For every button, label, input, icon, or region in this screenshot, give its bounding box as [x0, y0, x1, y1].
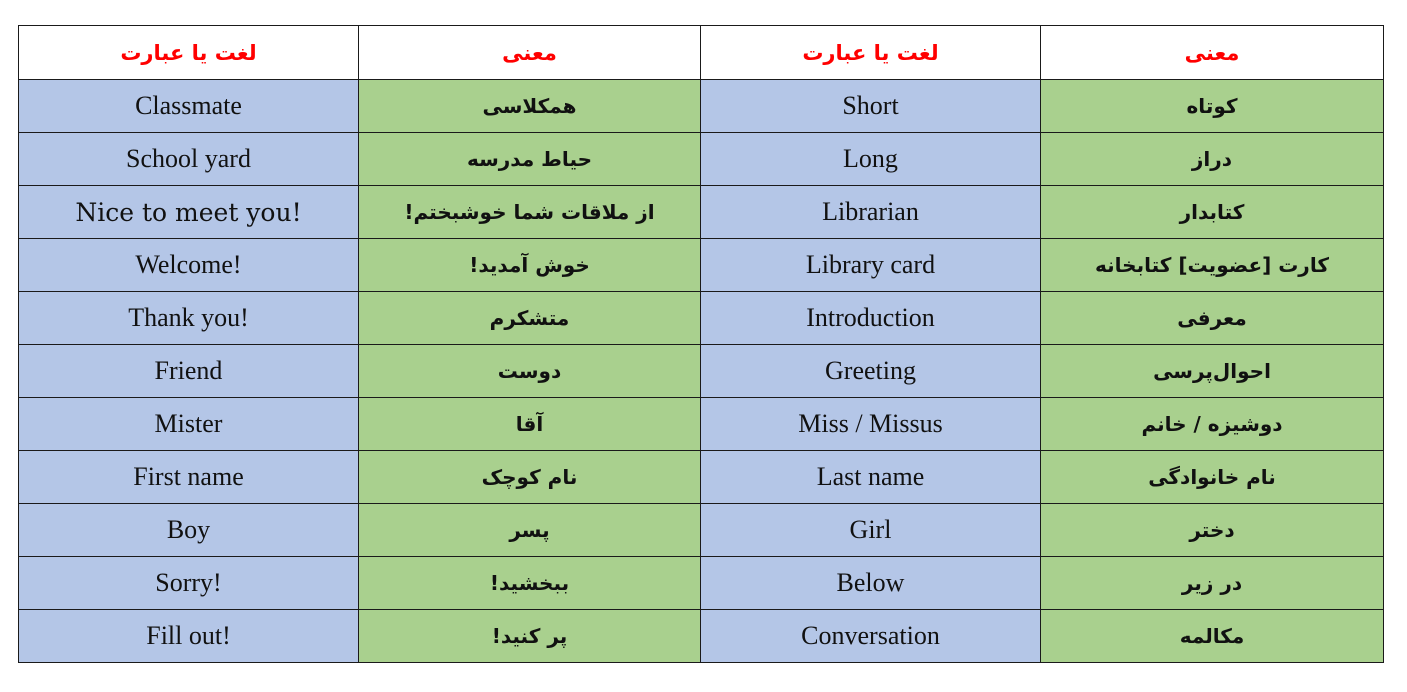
persian-meaning: معرفی	[1041, 292, 1384, 345]
header-row	[19, 26, 1384, 80]
english-term: Conversation	[701, 610, 1041, 663]
english-term: Long	[701, 133, 1041, 186]
table-row	[19, 292, 1384, 345]
persian-meaning: آقا	[359, 398, 701, 451]
english-term: Classmate	[19, 80, 359, 133]
table-row	[19, 239, 1384, 292]
english-term: Library card	[701, 239, 1041, 292]
english-term: Welcome!	[19, 239, 359, 292]
table-row	[19, 504, 1384, 557]
table-row	[19, 345, 1384, 398]
header-meaning-1: معنی	[359, 26, 701, 80]
english-term: Introduction	[701, 292, 1041, 345]
persian-meaning: نام خانوادگی	[1041, 451, 1384, 504]
persian-meaning: دوشیزه / خانم	[1041, 398, 1384, 451]
persian-meaning: حیاط مدرسه	[359, 133, 701, 186]
english-term: Mister	[19, 398, 359, 451]
persian-meaning: دوست	[359, 345, 701, 398]
vocabulary-table	[18, 25, 1384, 663]
table-row	[19, 133, 1384, 186]
persian-meaning: کوتاه	[1041, 80, 1384, 133]
header-word-or-phrase-1: لغت یا عبارت	[19, 26, 359, 80]
persian-meaning: خوش آمدید!	[359, 239, 701, 292]
table-row	[19, 80, 1384, 133]
english-term: Below	[701, 557, 1041, 610]
english-term: Librarian	[701, 186, 1041, 239]
header-meaning-2: معنی	[1041, 26, 1384, 80]
english-term: Short	[701, 80, 1041, 133]
english-term: Greeting	[701, 345, 1041, 398]
table-row	[19, 186, 1384, 239]
english-term: Thank you!	[19, 292, 359, 345]
table-row	[19, 610, 1384, 663]
table-row	[19, 451, 1384, 504]
english-term: Friend	[19, 345, 359, 398]
persian-meaning: در زیر	[1041, 557, 1384, 610]
english-term: First name	[19, 451, 359, 504]
persian-meaning: متشکرم	[359, 292, 701, 345]
table-row	[19, 557, 1384, 610]
english-term: Last name	[701, 451, 1041, 504]
persian-meaning: پر کنید!	[359, 610, 701, 663]
persian-meaning: کتابدار	[1041, 186, 1384, 239]
english-term: Sorry!	[19, 557, 359, 610]
persian-meaning: دراز	[1041, 133, 1384, 186]
persian-meaning: کارت [عضویت] کتابخانه	[1041, 239, 1384, 292]
persian-meaning: پسر	[359, 504, 701, 557]
english-term: School yard	[19, 133, 359, 186]
persian-meaning: نام کوچک	[359, 451, 701, 504]
english-term: Boy	[19, 504, 359, 557]
persian-meaning: ببخشید!	[359, 557, 701, 610]
table-row	[19, 398, 1384, 451]
persian-meaning: همکلاسی	[359, 80, 701, 133]
english-term: Nice to meet you!	[19, 186, 359, 239]
persian-meaning: احوال‌پرسی	[1041, 345, 1384, 398]
english-term: Miss / Missus	[701, 398, 1041, 451]
persian-meaning: مکالمه	[1041, 610, 1384, 663]
english-term: Girl	[701, 504, 1041, 557]
english-term: Fill out!	[19, 610, 359, 663]
header-word-or-phrase-2: لغت یا عبارت	[701, 26, 1041, 80]
persian-meaning: دختر	[1041, 504, 1384, 557]
persian-meaning: از ملاقات شما خوشبختم!	[359, 186, 701, 239]
